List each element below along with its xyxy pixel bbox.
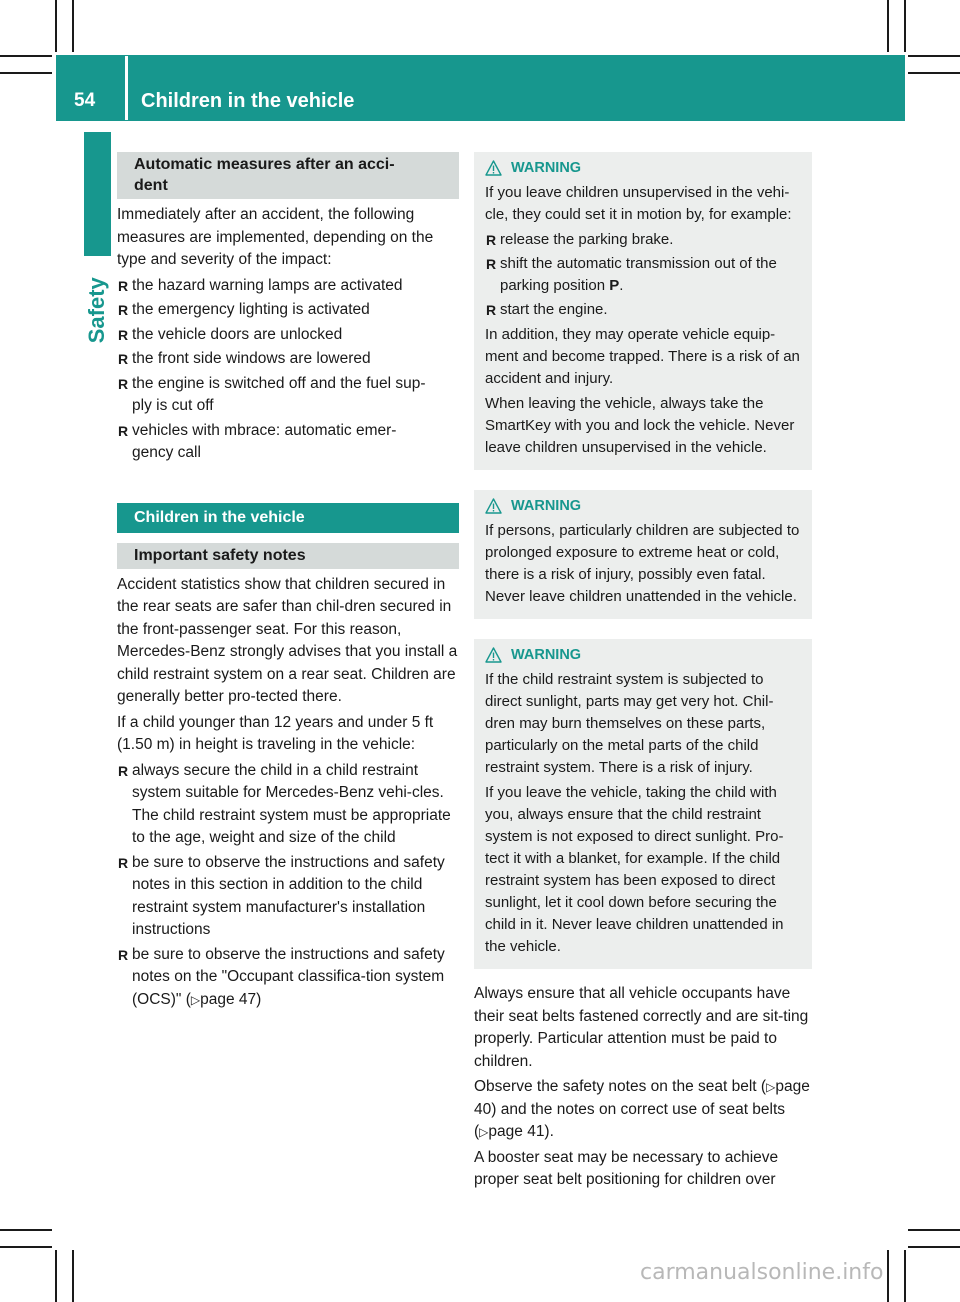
crop-mark bbox=[908, 55, 960, 57]
warning-label: WARNING bbox=[511, 647, 582, 663]
warning-triangle-icon bbox=[485, 160, 502, 176]
bullet-icon: R bbox=[118, 302, 129, 318]
page-reference-link[interactable]: page 41). bbox=[488, 1123, 554, 1140]
side-tab bbox=[84, 270, 111, 350]
page-reference-link[interactable]: page 40) and the notes on correct use of seat belts ( bbox=[474, 1078, 810, 1140]
paragraph: In addition, they may operate vehicle equip-ment and become trapped. There is a risk of an accident and injury. bbox=[485, 326, 800, 387]
list-item bbox=[117, 348, 459, 371]
subsection-heading-accident bbox=[117, 152, 459, 199]
warning-box-temperature bbox=[474, 490, 812, 619]
list-item bbox=[117, 324, 459, 347]
paragraph: If a child younger than 12 years and under 5 ft (1.50 m) in height is traveling in the vehicle: bbox=[117, 713, 434, 753]
paragraph: If persons, particularly children are subjected to prolonged exposure to extreme heat or cold, there is a risk of injury, possibly even fatal. Never leave children unattended in the vehicle. bbox=[485, 522, 800, 605]
paragraph: If you leave children unsupervised in the vehi-cle, they could set it in motion by, for example: bbox=[485, 184, 792, 223]
crop-mark bbox=[908, 72, 960, 74]
paragraph: A booster seat may be necessary to achieve proper seat belt positioning for children over bbox=[474, 1148, 779, 1188]
side-tab-label: Safety bbox=[84, 276, 110, 344]
crop-mark bbox=[908, 1246, 960, 1248]
crop-mark bbox=[904, 1250, 906, 1302]
crop-mark bbox=[0, 55, 52, 57]
list-item bbox=[485, 253, 800, 297]
list-item bbox=[117, 275, 459, 298]
crop-mark bbox=[887, 1250, 889, 1302]
crop-mark bbox=[887, 0, 889, 52]
list-item-text: the front side windows are lowered bbox=[132, 350, 371, 367]
list-item bbox=[485, 299, 800, 321]
crop-mark bbox=[0, 1229, 52, 1231]
bullet-icon: R bbox=[118, 326, 129, 343]
list-item-text: the hazard warning lamps are activated bbox=[132, 276, 403, 294]
list-item bbox=[117, 420, 459, 465]
list-item-text: be sure to observe the instructions and safety notes on the "Occupant classifica-tion system (OCS)" ( bbox=[132, 945, 445, 1008]
header-divider bbox=[125, 56, 128, 120]
bullet-icon: R bbox=[486, 302, 497, 318]
list-item bbox=[117, 299, 459, 322]
list-item-text: the vehicle doors are unlocked bbox=[132, 325, 343, 343]
warning-triangle-icon bbox=[485, 647, 502, 663]
paragraph: Accident statistics show that children secured in the rear seats are safer than chil-dren secured in the front-passenger seat. For this reason, Mercedes-Benz strongly advises that you install a child restraint system on a rear seat. Children are generally better pro-tected there. bbox=[117, 575, 458, 705]
list-item bbox=[485, 229, 800, 251]
bullet-icon: R bbox=[486, 232, 497, 248]
chapter-heading: Children in the vehicle bbox=[117, 503, 459, 533]
page-number: 54 bbox=[74, 90, 96, 111]
subsection-heading-text: Automatic measures after an acci- dent bbox=[134, 156, 395, 194]
page-reference-arrow-icon: ▷ bbox=[766, 1080, 776, 1094]
warning-box-unsupervised bbox=[474, 152, 812, 470]
gear-position-label: P bbox=[609, 277, 620, 294]
list-item-text: the engine is switched off and the fuel sup- ply is cut off bbox=[132, 374, 426, 414]
paragraph bbox=[474, 1076, 812, 1144]
bullet-icon: R bbox=[118, 422, 129, 439]
crop-mark bbox=[55, 1250, 57, 1302]
page-reference-arrow-icon: ▷ bbox=[479, 1125, 489, 1139]
list-item-text: . bbox=[619, 277, 624, 294]
list-item bbox=[117, 944, 459, 1012]
crop-mark bbox=[0, 1246, 52, 1248]
list-item-text: always secure the child in a child restraint system suitable for Mercedes-Benz vehi-cles. The child restraint system must be appropriate to the age, weight and size of the child bbox=[132, 761, 451, 846]
paragraph: If the child restraint system is subjected to direct sunlight, parts may get very hot. Chil-dren may burn themselves on these parts, particularly on the metal parts of the child restraint system. There is a risk of injury. bbox=[485, 671, 774, 776]
warning-triangle-icon bbox=[485, 498, 502, 514]
list-item-text: be sure to observe the instructions and safety notes in this section in addition to the child restraint system manufacturer's installation instructions bbox=[132, 853, 445, 938]
paragraph-text: Observe the safety notes on the seat belt ( bbox=[474, 1078, 767, 1095]
bullet-icon: R bbox=[118, 946, 129, 963]
paragraph: When leaving the vehicle, always take the SmartKey with you and lock the vehicle. Never leave children unsupervised in the vehicle. bbox=[485, 395, 795, 456]
warning-header bbox=[485, 645, 800, 665]
bullet-icon: R bbox=[118, 277, 129, 294]
bullet-icon: R bbox=[118, 375, 129, 392]
crop-mark bbox=[908, 1229, 960, 1231]
paragraph: Immediately after an accident, the following measures are implemented, depending on the type and severity of the impact: bbox=[117, 206, 434, 268]
left-column bbox=[117, 152, 459, 1014]
right-column bbox=[474, 152, 812, 1195]
section-marker bbox=[84, 132, 111, 256]
paragraph: If you leave the vehicle, taking the child with you, always ensure that the child restraint system is not exposed to direct sunlight. Pro-tect it with a blanket, for example. If the child restraint system has been exposed to direct sunlight, let it cool down before securing the child in it. Never leave children unattended in the vehicle. bbox=[485, 784, 784, 955]
list-item-text: vehicles with mbrace: automatic emer- gency call bbox=[132, 421, 397, 461]
crop-mark bbox=[55, 0, 57, 52]
page-reference-arrow-icon: ▷ bbox=[190, 992, 201, 1007]
list-item bbox=[117, 852, 459, 942]
bullet-icon: R bbox=[118, 762, 129, 779]
list-item-text: the emergency lighting is activated bbox=[132, 301, 370, 318]
subsection-heading-safety-notes: Important safety notes bbox=[117, 543, 459, 569]
bullet-icon: R bbox=[118, 854, 129, 871]
watermark: carmanualsonline.info bbox=[640, 1260, 884, 1285]
warning-header bbox=[485, 158, 800, 178]
list-item-text: release the parking brake. bbox=[500, 231, 674, 248]
warning-box-sunlight bbox=[474, 639, 812, 969]
warning-list bbox=[485, 229, 800, 321]
list-item bbox=[117, 373, 459, 418]
accident-measures-list bbox=[117, 275, 459, 465]
bullet-icon: R bbox=[118, 351, 129, 367]
page-reference-link[interactable]: page 47) bbox=[200, 990, 262, 1008]
crop-mark bbox=[72, 0, 74, 52]
list-item-text: start the engine. bbox=[500, 301, 608, 318]
warning-header bbox=[485, 496, 800, 516]
warning-label: WARNING bbox=[511, 160, 582, 176]
page-title: Children in the vehicle bbox=[141, 90, 355, 112]
bullet-icon: R bbox=[486, 256, 497, 272]
crop-mark bbox=[0, 72, 52, 74]
crop-mark bbox=[72, 1250, 74, 1302]
warning-label: WARNING bbox=[511, 498, 582, 514]
list-item bbox=[117, 760, 459, 850]
list-item-text: shift the automatic transmission out of the parking position bbox=[500, 255, 777, 294]
child-safety-list bbox=[117, 760, 459, 1012]
paragraph: Always ensure that all vehicle occupants have their seat belts fastened correctly and are sit-ting properly. Particular attention must be paid to children. bbox=[474, 985, 809, 1070]
crop-mark bbox=[904, 0, 906, 52]
